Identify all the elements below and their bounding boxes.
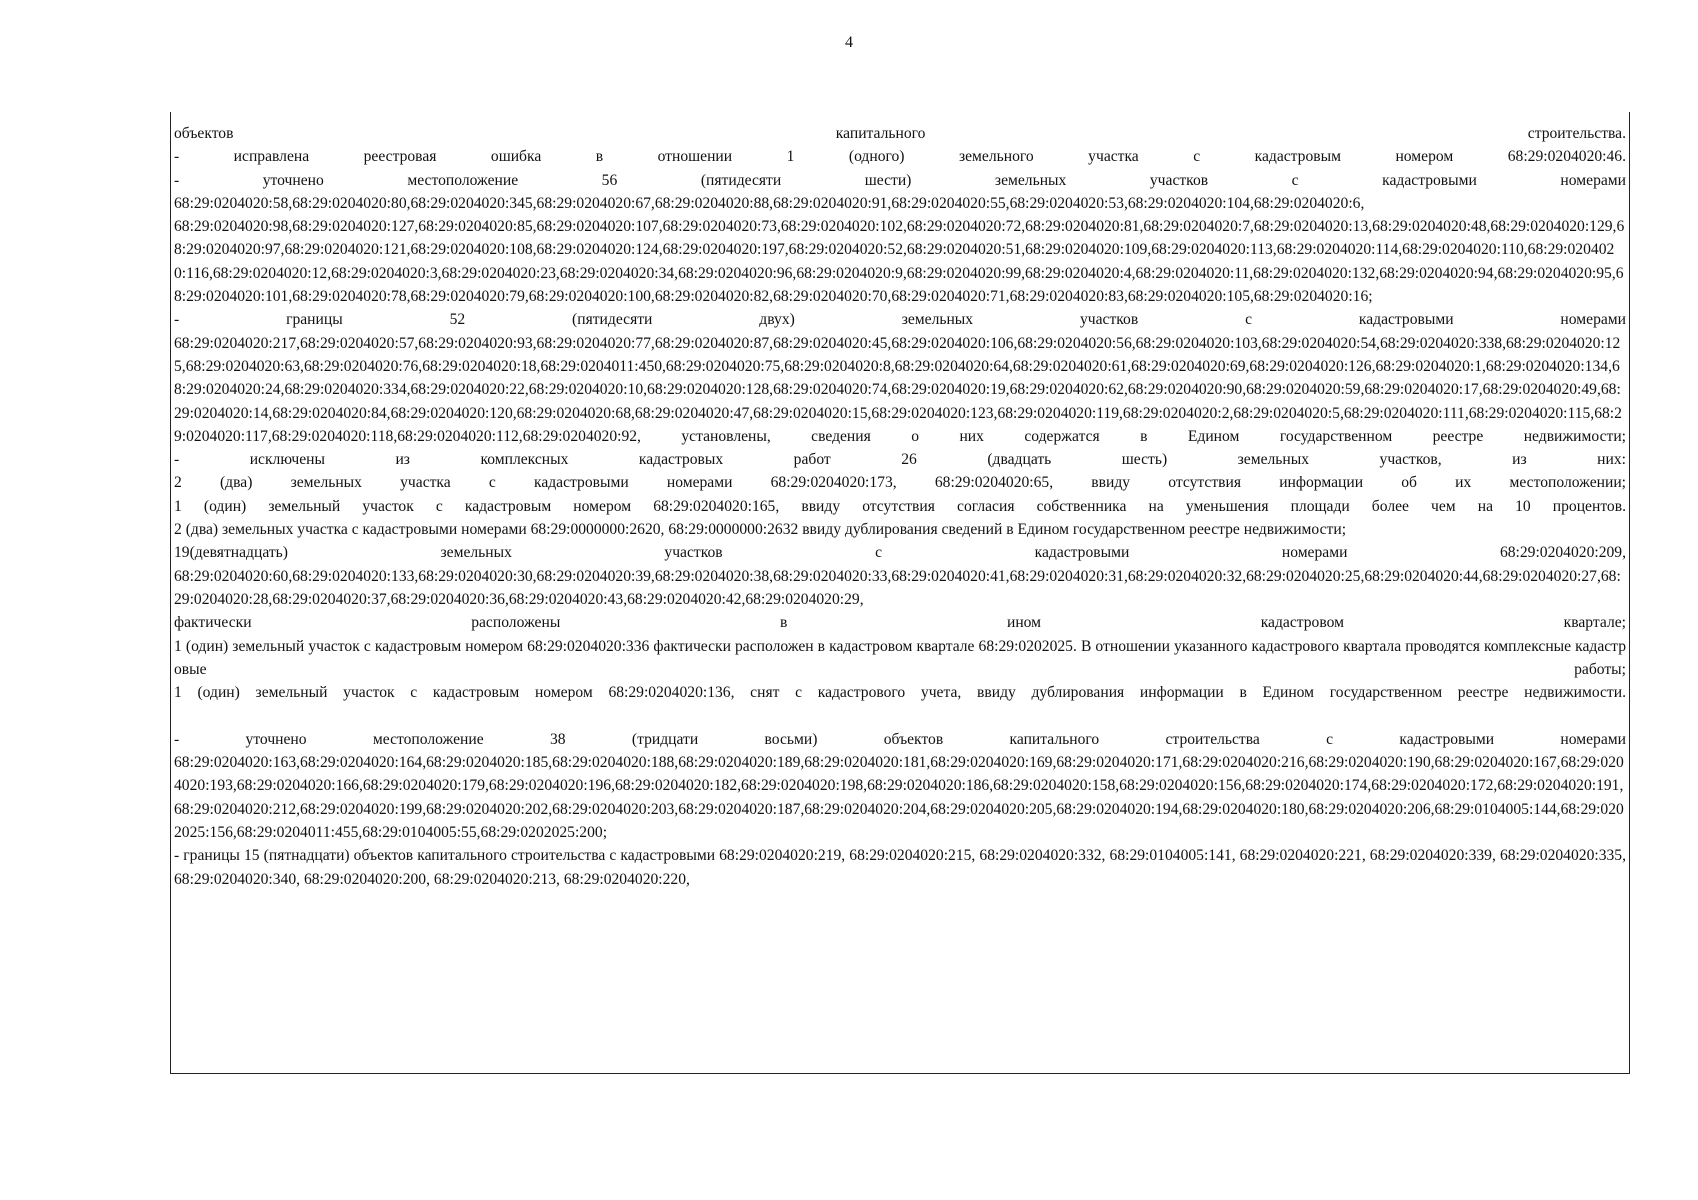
paragraph-5: - границы 52 (пятидесяти двух) земельных участков с кадастровыми номерами — [174, 311, 1626, 329]
paragraph-7: - исключены из комплексных кадастровых работ 26 (двадцать шесть) земельных участков, из них: — [174, 451, 1626, 469]
paragraph-6: 68:29:0204020:217,68:29:0204020:57,68:29:0204020:93,68:29:0204020:77,68:29:0204020:87,68:29:0204020:45,68:29:0204020:106,68:29:0204020:56,68:29:0204020:103,68:29:0204020:54,68:29:0204020:338,68:29:0204020:125,68:29:0204020:63,68:29:0204020:76,68:29:0204020:18,68:29:0204011:450,68:29:0204020:75,68:29:0204020:8,68:29:0204020:64,68:29:0204020:61,68:29:0204020:69,68:29:0204020:126,68:29:0204020:1,68:29:0204020:134,68:29:0204020:24,68:29:0204020:334,68:29:0204020:22,68:29:0204020:10,68:29:0204020:128,68:29:0204020:74,68:29:0204020:19,68:29:0204020:62,68:29:0204020:90,68:29:0204020:59,68:29:0204020:17,68:29:0204020:49,68:29:0204020:14,68:29:0204020:84,68:29:0204020:120,68:29:0204020:68,68:29:0204020:47,68:29:0204020:15,68:29:0204020:123,68:29:0204020:119,68:29:0204020:2,68:29:0204020:5,68:29:0204020:111,68:29:0204020:115,68:29:0204020:117,68:29:0204020:118,68:29:0204020:112,68:29:0204020:92, установлены, сведения о них содержатся в Едином государственном реестре недвижимости; — [174, 334, 1626, 445]
paragraph-0: объектов капитального строительства. — [174, 125, 1626, 142]
document-body — [170, 112, 1630, 1074]
paragraph-15: 1 (один) земельный участок с кадастровым номером 68:29:0204020:136, снят с кадастрового учета, ввиду дублирования информации в Едином государственном реестре недвижимости. — [174, 684, 1626, 702]
blank-line — [174, 704, 1626, 727]
paragraph-19: - границы 15 (пятнадцати) объектов капитального строительства с кадастровыми 68:29:0204020:219, 68:29:0204020:215, 68:29:0204020:332, 68:29:0104005:141, 68:29:0204020:221, 68:29:0204020:339, 68:29:0204020:335, 68:29:0204020:340, 68:29:0204020:200, 68:29:0204020:213, 68:29:0204020:220, — [174, 847, 1626, 888]
paragraph-14: 1 (один) земельный участок с кадастровым номером 68:29:0204020:336 фактически расположен в кадастровом квартале 68:29:0202025. В отношении указанного кадастрового квартала проводятся комплексные кадастровые работы; — [174, 637, 1626, 678]
paragraph-17: - уточнено местоположение 38 (тридцати восьми) объектов капитального строительства с кадастровыми номерами — [174, 730, 1626, 748]
paragraph-8: 2 (два) земельных участка с кадастровыми номерами 68:29:0204020:173, 68:29:0204020:65, ввиду отсутствия информации об их местоположении; — [174, 474, 1626, 492]
paragraph-4: 68:29:0204020:98,68:29:0204020:127,68:29:0204020:85,68:29:0204020:107,68:29:0204020:73,68:29:0204020:102,68:29:0204020:72,68:29:0204020:81,68:29:0204020:7,68:29:0204020:13,68:29:0204020:48,68:29:0204020:129,68:29:0204020:97,68:29:0204020:121,68:29:0204020:108,68:29:0204020:124,68:29:0204020:197,68:29:0204020:52,68:29:0204020:51,68:29:0204020:109,68:29:0204020:113,68:29:0204020:114,68:29:0204020:110,68:29:0204020:116,68:29:0204020:12,68:29:0204020:3,68:29:0204020:23,68:29:0204020:34,68:29:0204020:96,68:29:0204020:9,68:29:0204020:99,68:29:0204020:4,68:29:0204020:11,68:29:0204020:132,68:29:0204020:94,68:29:0204020:95,68:29:0204020:101,68:29:0204020:78,68:29:0204020:79,68:29:0204020:100,68:29:0204020:82,68:29:0204020:70,68:29:0204020:71,68:29:0204020:83,68:29:0204020:105,68:29:0204020:16; — [174, 218, 1625, 306]
paragraph-3: 68:29:0204020:58,68:29:0204020:80,68:29:0204020:345,68:29:0204020:67,68:29:0204020:88,68:29:0204020:91,68:29:0204020:55,68:29:0204020:53,68:29:0204020:104,68:29:0204020:6, — [174, 194, 1365, 212]
paragraph-18: 68:29:0204020:163,68:29:0204020:164,68:29:0204020:185,68:29:0204020:188,68:29:0204020:189,68:29:0204020:181,68:29:0204020:169,68:29:0204020:171,68:29:0204020:216,68:29:0204020:190,68:29:0204020:167,68:29:0204020:193,68:29:0204020:166,68:29:0204020:179,68:29:0204020:196,68:29:0204020:182,68:29:0204020:198,68:29:0204020:186,68:29:0204020:158,68:29:0204020:156,68:29:0204020:174,68:29:0204020:172,68:29:0204020:191,68:29:0204020:212,68:29:0204020:199,68:29:0204020:202,68:29:0204020:203,68:29:0204020:187,68:29:0204020:204,68:29:0204020:205,68:29:0204020:194,68:29:0204020:180,68:29:0204020:206,68:29:0104005:144,68:29:0202025:156,68:29:0204011:455,68:29:0104005:55,68:29:0202025:200; — [174, 754, 1624, 841]
page-number: 4 — [845, 34, 853, 51]
paragraph-10: 2 (два) земельных участка с кадастровыми номерами 68:29:0000000:2620, 68:29:0000000:2632 ввиду дублирования сведений в Едином государственном реестре недвижимости; — [174, 521, 1347, 539]
paragraph-12: 68:29:0204020:60,68:29:0204020:133,68:29:0204020:30,68:29:0204020:39,68:29:0204020:38,68:29:0204020:33,68:29:0204020:41,68:29:0204020:31,68:29:0204020:32,68:29:0204020:25,68:29:0204020:44,68:29:0204020:27,68:29:0204020:28,68:29:0204020:37,68:29:0204020:36,68:29:0204020:43,68:29:0204020:42,68:29:0204020:29, — [174, 567, 1621, 608]
paragraph-13: фактически расположены в ином кадастровом квартале; — [174, 614, 1626, 632]
paragraph-11: 19(девятнадцать) земельных участков с кадастровыми номерами 68:29:0204020:209, — [174, 544, 1626, 562]
paragraph-2: - уточнено местоположение 56 (пятидесяти шести) земельных участков с кадастровыми номерами — [174, 171, 1626, 189]
paragraph-9: 1 (один) земельный участок с кадастровым номером 68:29:0204020:165, ввиду отсутствия согласия собственника на уменьшения площади более чем на 10 процентов. — [174, 497, 1626, 515]
paragraph-1: - исправлена реестровая ошибка в отношении 1 (одного) земельного участка с кадастровым номером 68:29:0204020:46. — [174, 148, 1626, 166]
